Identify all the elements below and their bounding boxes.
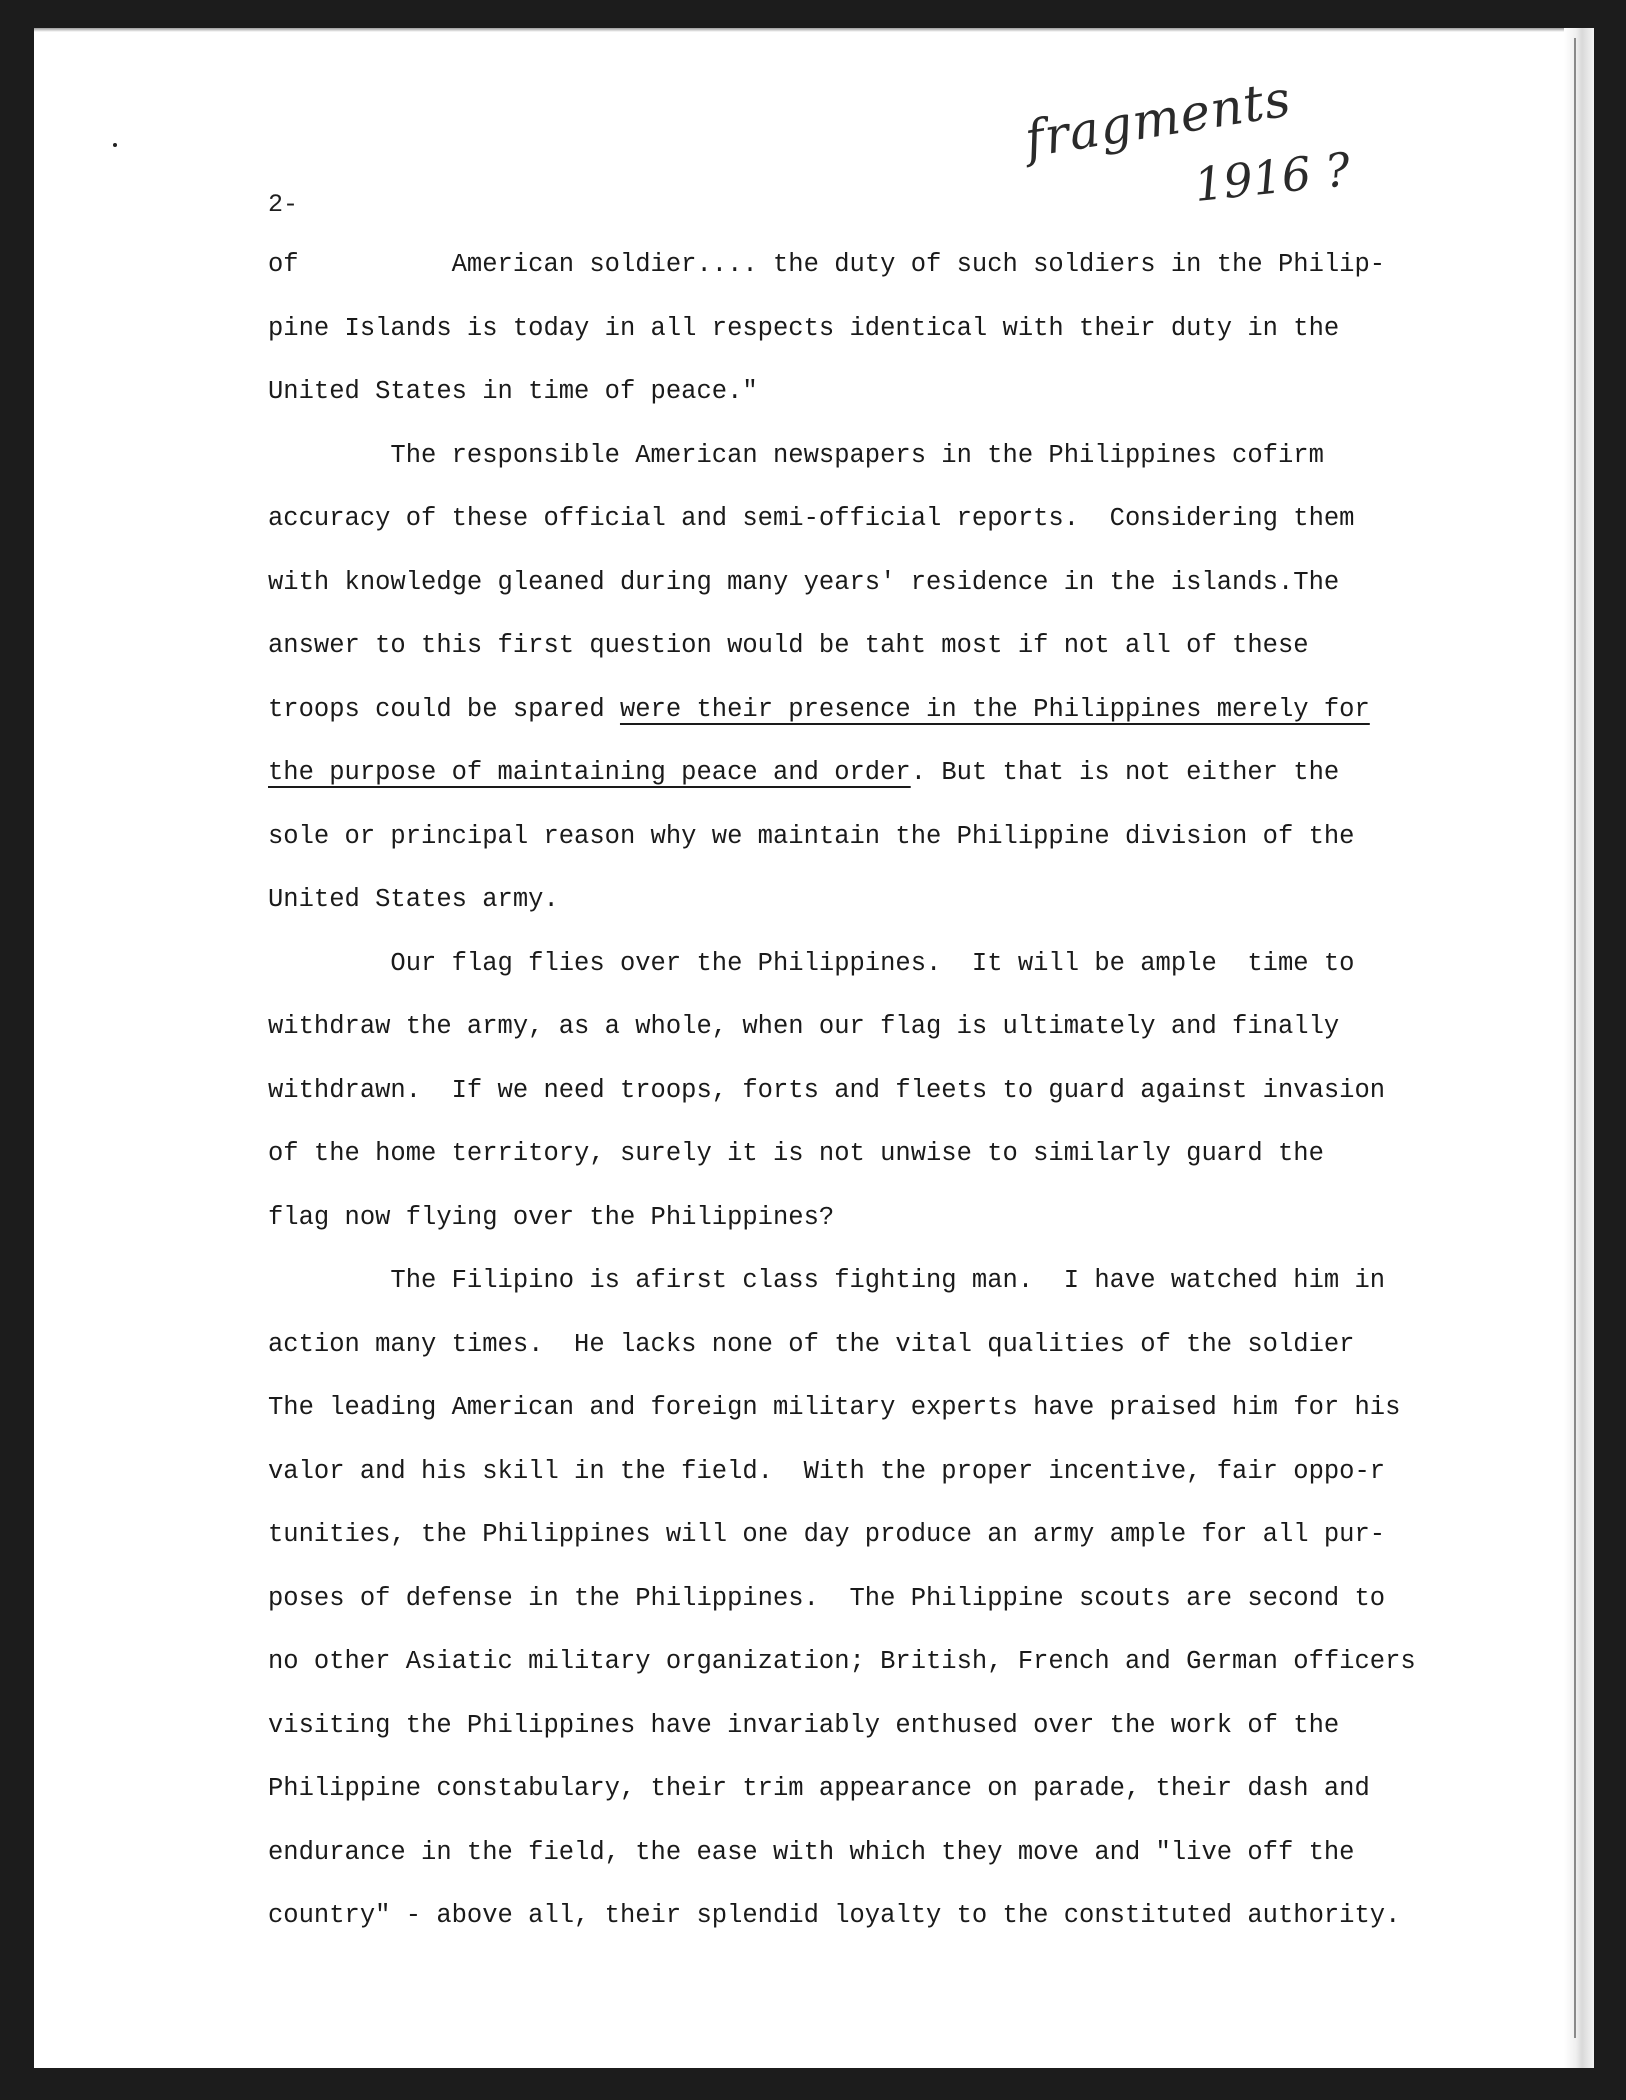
line-text: troops could be spared — [268, 694, 620, 724]
underlined-text: the purpose of maintaining peace and order — [268, 758, 911, 787]
line-text: valor and his skill in the field. With the proper incentive, fair oppo-r — [268, 1456, 1386, 1486]
page-edge-shadow-line — [1574, 38, 1576, 2038]
handwritten-year: 1916 ? — [1191, 141, 1353, 213]
text-line — [268, 1457, 1528, 1521]
text-line — [268, 1203, 1528, 1267]
text-line — [268, 949, 1528, 1013]
text-line — [268, 1393, 1528, 1457]
text-line — [268, 1012, 1528, 1076]
line-text: of American soldier.... the duty of such soldiers in the Philip- — [268, 250, 1386, 279]
line-text: withdrawn. If we need troops, forts and fleets to guard against invasion — [268, 1075, 1386, 1105]
line-text: The Filipino is afirst class fighting man. I have watched him in — [268, 1266, 1386, 1295]
stray-ink-dot — [113, 143, 117, 147]
underlined-text: were their presence in the Philippines merely for — [619, 694, 1370, 724]
line-text: withdraw the army, as a whole, when our flag is ultimately and finally — [268, 1012, 1340, 1041]
line-text: accuracy of these official and semi-official reports. Considering them — [268, 504, 1355, 533]
line-text: endurance in the field, the ease with which they move and "live off the — [268, 1837, 1355, 1867]
text-line — [268, 250, 1528, 314]
text-line — [268, 758, 1528, 822]
line-text: Our flag flies over the Philippines. It will be ample time to — [268, 948, 1355, 978]
handwritten-note: fragments — [1021, 69, 1296, 169]
line-text: United States army. — [268, 885, 559, 914]
line-text: sole or principal reason why we maintain the Philippine division of the — [268, 821, 1355, 851]
text-line — [268, 695, 1528, 759]
line-text: no other Asiatic military organization; British, French and German officers — [268, 1647, 1416, 1676]
document-page — [34, 28, 1594, 2068]
text-line — [268, 631, 1528, 695]
line-text: with knowledge gleaned during many years' residence in the islands.The — [268, 567, 1340, 597]
page-top-edge — [34, 28, 1594, 32]
page-right-edge — [1564, 28, 1594, 2068]
text-line — [268, 377, 1528, 441]
text-line — [268, 1838, 1528, 1902]
text-line — [268, 441, 1528, 505]
line-text: Philippine constabulary, their trim appearance on parade, their dash and — [268, 1774, 1370, 1803]
line-text: The responsible American newspapers in the Philippines cofirm — [268, 440, 1324, 470]
line-text: answer to this first question would be taht most if not all of these — [268, 631, 1309, 660]
text-line — [268, 1520, 1528, 1584]
line-text: flag now flying over the Philippines? — [268, 1202, 835, 1232]
page-number: 2- — [268, 190, 299, 219]
line-text: country" - above all, their splendid loyalty to the constituted authority. — [268, 1901, 1401, 1930]
typed-body-text — [268, 250, 1528, 1965]
text-line — [268, 1584, 1528, 1648]
line-text: United States in time of peace." — [268, 377, 758, 406]
text-line — [268, 568, 1528, 632]
line-text: The leading American and foreign military experts have praised him for his — [268, 1393, 1401, 1422]
text-line — [268, 1647, 1528, 1711]
line-text: of the home territory, surely it is not unwise to similarly guard the — [268, 1139, 1324, 1168]
text-line — [268, 1901, 1528, 1965]
text-line — [268, 1266, 1528, 1330]
line-text: visiting the Philippines have invariably enthused over the work of the — [268, 1710, 1340, 1740]
line-text: tunities, the Philippines will one day produce an army ample for all pur- — [268, 1520, 1386, 1549]
text-line — [268, 885, 1528, 949]
text-line — [268, 1330, 1528, 1394]
text-line — [268, 504, 1528, 568]
line-text: action many times. He lacks none of the vital qualities of the soldier — [268, 1329, 1355, 1359]
line-text: poses of defense in the Philippines. The Philippine scouts are second to — [268, 1583, 1386, 1613]
text-line — [268, 822, 1528, 886]
line-text: pine Islands is today in all respects identical with their duty in the — [268, 313, 1340, 343]
text-line — [268, 1076, 1528, 1140]
text-line — [268, 1774, 1528, 1838]
text-line — [268, 1711, 1528, 1775]
line-text: . But that is not either the — [910, 758, 1340, 787]
text-line — [268, 1139, 1528, 1203]
text-line — [268, 314, 1528, 378]
